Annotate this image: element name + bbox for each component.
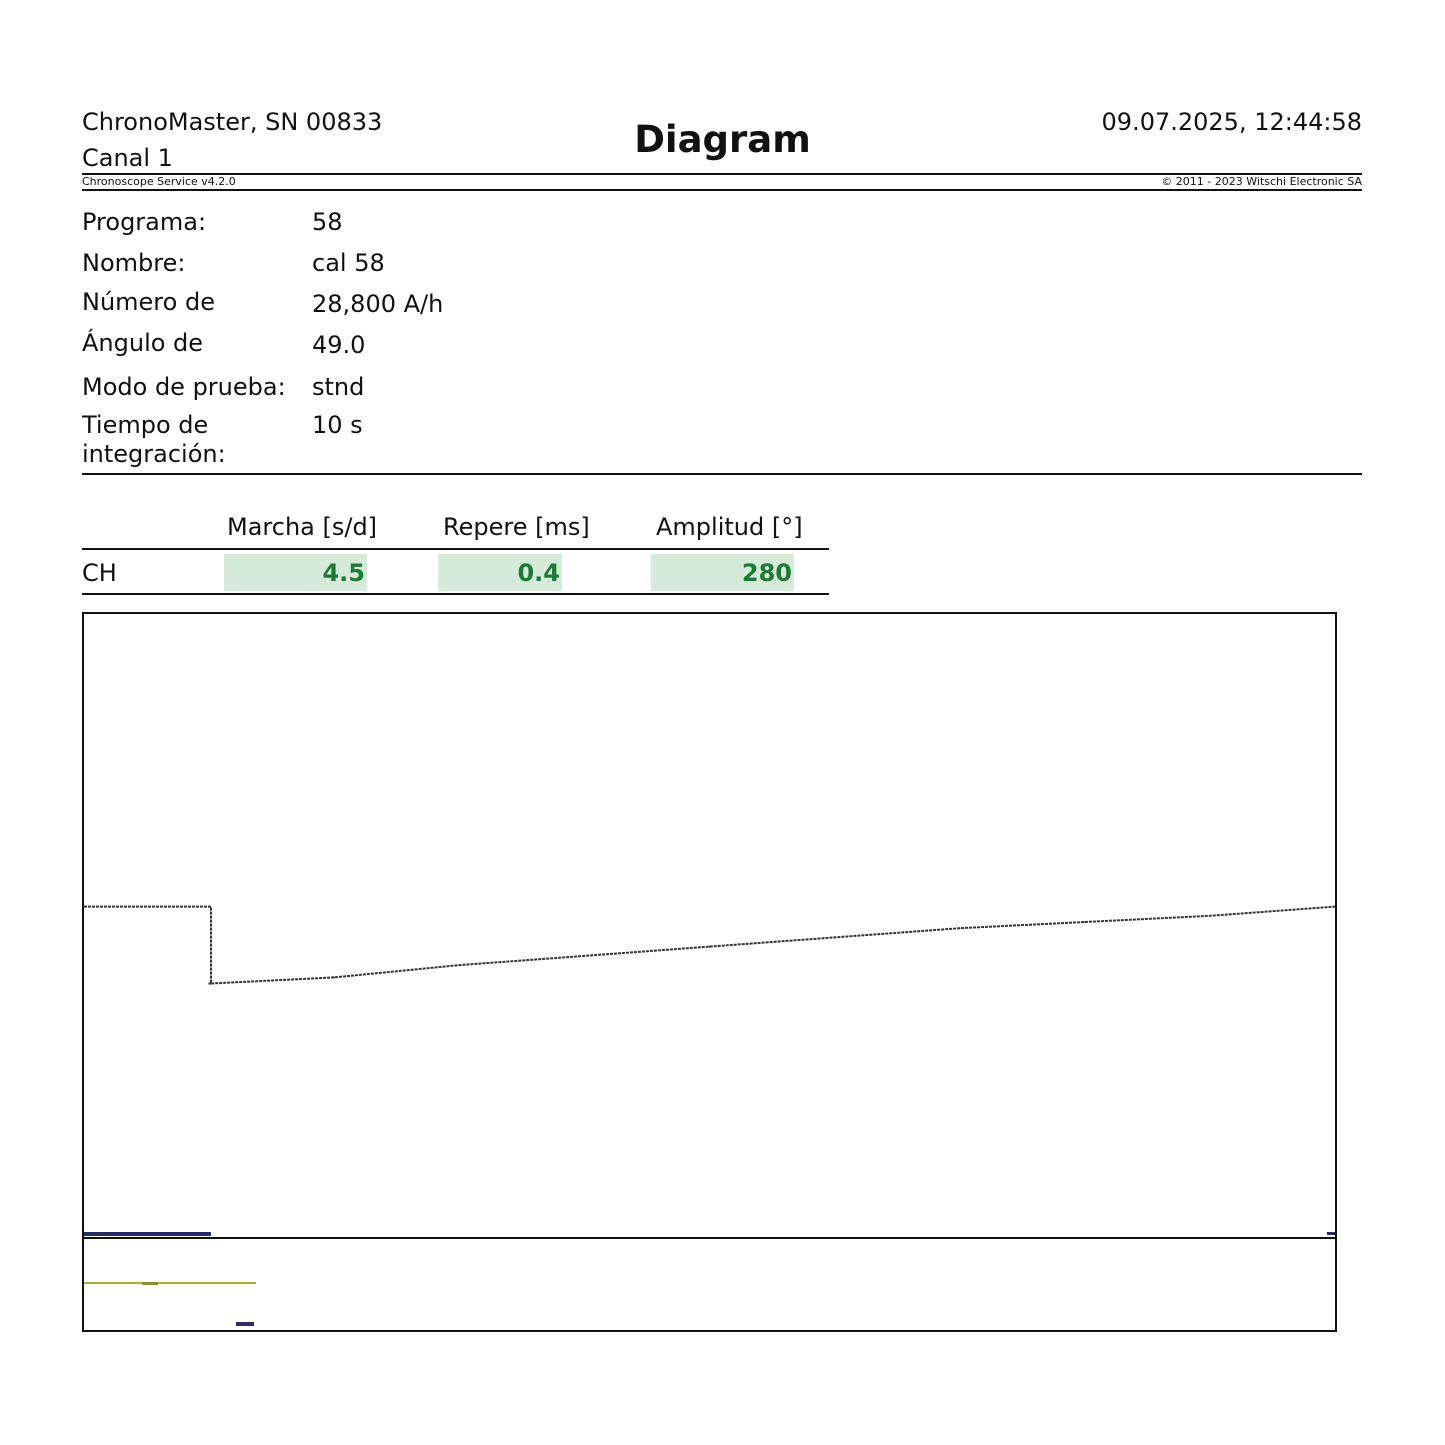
- software-version: Chronoscope Service v4.2.0: [82, 175, 236, 188]
- param-value-integration-time: 10 s: [312, 411, 363, 439]
- lower-marker-right: [1327, 1232, 1335, 1235]
- data-point-0-1: [208, 983, 210, 985]
- param-value-program: 58: [312, 208, 343, 236]
- lower-marker-left: [84, 1232, 211, 1236]
- data-point-0-7: [959, 927, 961, 929]
- page-title: Diagram: [634, 118, 811, 161]
- param-label-integration-time-2: integración:: [82, 440, 226, 468]
- data-point-0-8: [1084, 921, 1086, 923]
- data-point-0-9: [1209, 915, 1211, 917]
- data-point-0-5: [709, 946, 711, 948]
- param-label-name: Nombre:: [82, 249, 186, 277]
- data-point-0-4: [584, 955, 586, 957]
- data-point-0-10: [1334, 906, 1336, 908]
- data-point-0-3: [459, 964, 461, 966]
- device-name: ChronoMaster, SN 00833: [82, 108, 383, 136]
- value-beat-error: 0.4: [438, 554, 562, 591]
- param-label-integration-time: Tiempo de: [82, 411, 209, 439]
- column-header-amplitude: Amplitud [°]: [656, 513, 803, 541]
- series-line-0: [84, 907, 1335, 984]
- data-point-0-6: [834, 937, 836, 939]
- param-value-beat-number: 28,800 A/h: [312, 290, 444, 318]
- param-label-lift-angle: Ángulo de: [82, 329, 204, 357]
- data-point-0-2: [333, 977, 335, 979]
- value-rate: 4.5: [224, 554, 367, 591]
- data-point-0-0: [83, 906, 85, 908]
- channel-name: Canal 1: [82, 144, 173, 172]
- value-amplitude: 280: [651, 554, 794, 591]
- column-header-beat-error: Repere [ms]: [443, 513, 590, 541]
- row-label-ch: CH: [82, 559, 117, 587]
- column-header-rate: Marcha [s/d]: [227, 513, 378, 541]
- bottom-marker: [236, 1322, 254, 1326]
- param-value-test-mode: stnd: [312, 373, 365, 401]
- param-value-lift-angle: 49.0: [312, 331, 366, 359]
- secondary-trace-marker: [142, 1282, 158, 1285]
- param-label-beat-number: Número de: [82, 288, 215, 316]
- param-label-program: Programa:: [82, 208, 207, 236]
- param-label-test-mode: Modo de prueba:: [82, 373, 286, 401]
- param-value-name: cal 58: [312, 249, 385, 277]
- copyright: © 2011 - 2023 Witschi Electronic SA: [1161, 175, 1362, 188]
- datetime: 09.07.2025, 12:44:58: [1101, 108, 1362, 136]
